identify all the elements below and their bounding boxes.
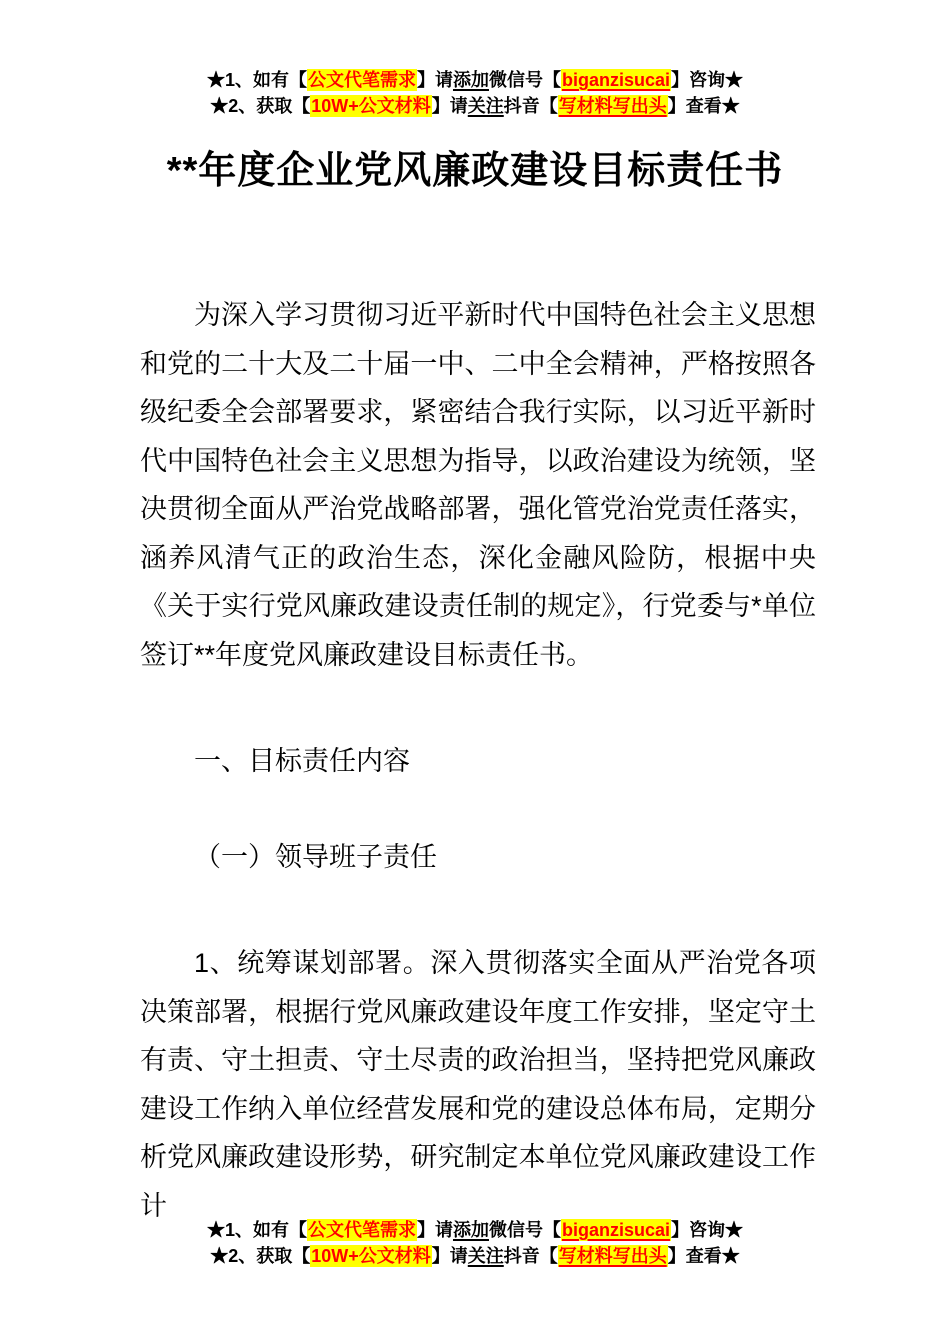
subsection-heading: （一）领导班子责任 (194, 842, 437, 872)
promo-segment: 关注 (467, 96, 504, 116)
promo-segment: 添加 (452, 70, 489, 90)
promo-segment: 】咨询★ (671, 70, 744, 90)
header-promo-banner (0, 67, 950, 119)
promo-segment: 公文代笔需求 (307, 1220, 416, 1240)
promo-segment: 抖音【 (503, 96, 558, 116)
promo-segment: 10W+公文材料 (311, 1246, 431, 1266)
promo-segment: 】请 (431, 1246, 468, 1266)
promo-segment: 抖音【 (503, 1246, 558, 1266)
promo-segment: biganzisucai (561, 1220, 671, 1240)
promo-segment: ★2、获取【 (210, 1246, 311, 1266)
promo-segment: 关注 (467, 1246, 504, 1266)
intro-paragraph: 为深入学习贯彻习近平新时代中国特色社会主义思想和党的二十大及二十届一中、二中全会精神，严格按照各级纪委全会部署要求，紧密结合我行实际，以习近平新时代中国特色社会主义思想为指导，以政治建设为统领，坚决贯彻全面从严治党战略部署，强化管党治党责任落实，涵养风清气正的政治生态，深化金融风险防，根据中央《关于实行党风廉政建设责任制的规定》，行党委与*单位签订**年度党风廉政建设目标责任书。 (140, 300, 816, 670)
promo-segment: biganzisucai (561, 70, 671, 90)
promo-segment: ★1、如有【 (206, 1220, 307, 1240)
promo-line-1 (0, 1217, 950, 1243)
promo-segment: 公文代笔需求 (307, 70, 416, 90)
promo-line-1 (0, 67, 950, 93)
promo-line-2 (0, 1243, 950, 1269)
promo-segment: 写材料写出头 (558, 1246, 667, 1266)
promo-segment: 】查看★ (667, 1246, 740, 1266)
promo-segment: 】请 (416, 70, 453, 90)
promo-segment: 】咨询★ (671, 1220, 744, 1240)
item-paragraph: 1、统筹谋划部署。深入贯彻落实全面从严治党各项决策部署，根据行党风廉政建设年度工作安排，坚定守土有责、守土担责、守土尽责的政治担当，坚持把党风廉政建设工作纳入单位经营发展和党的建设总体布局，定期分析党风廉政建设形势，研究制定本单位党风廉政建设工作计 (140, 948, 816, 1221)
document-title: **年度企业党风廉政建设目标责任书 (166, 150, 784, 192)
promo-segment: 添加 (452, 1220, 489, 1240)
promo-segment: 微信号【 (488, 1220, 561, 1240)
promo-segment: ★1、如有【 (206, 70, 307, 90)
promo-segment: 写材料写出头 (558, 96, 667, 116)
promo-segment: 10W+公文材料 (311, 96, 431, 116)
promo-segment: ★2、获取【 (210, 96, 311, 116)
section-heading: 一、目标责任内容 (194, 746, 410, 776)
promo-segment: 】请 (431, 96, 468, 116)
promo-segment: 】请 (416, 1220, 453, 1240)
footer-promo-banner (0, 1217, 950, 1269)
promo-segment: 】查看★ (667, 96, 740, 116)
promo-line-2 (0, 93, 950, 119)
promo-segment: 微信号【 (488, 70, 561, 90)
